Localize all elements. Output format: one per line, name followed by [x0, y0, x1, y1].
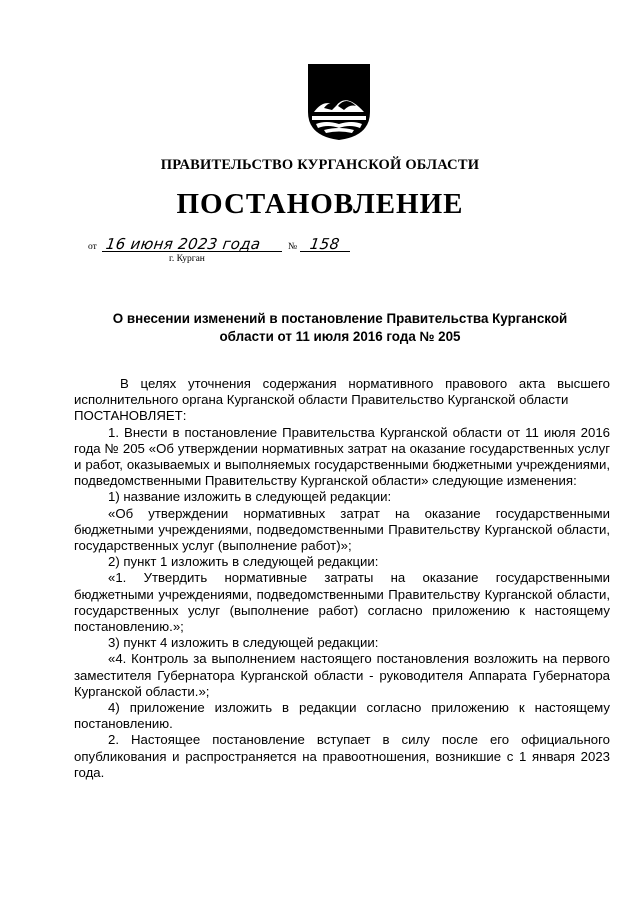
document-body — [74, 376, 610, 781]
resolves-line: ПОСТАНОВЛЯЕТ: — [74, 408, 187, 424]
handwritten-number: 158 — [308, 235, 341, 253]
body-paragraph: «4. Контроль за выполнением настоящего постановления возложить на первого заместителя Губернатора Курганской области - руководителя Аппарата Губернатора Курганской области.»; — [74, 651, 610, 699]
body-paragraph: 2) пункт 1 изложить в следующей редакции: — [108, 554, 379, 570]
title-line: области от 11 июля 2016 года № 205 — [219, 329, 461, 344]
body-paragraph: «Об утверждении нормативных затрат на оказание государственными бюджетными учреждениями, подведомственными Правительству Курганской области, государственных услуг (выполнение работ)»; — [74, 505, 610, 554]
coat-of-arms-icon — [306, 62, 372, 142]
body-paragraph: 2. Настоящее постановление вступает в силу после его официального опубликования и распространяется на правоотношения, возникшие с 1 января 2023 года. — [74, 732, 610, 780]
date-number-line — [88, 232, 388, 258]
number-label: № — [288, 242, 298, 252]
body-paragraph: 4) приложение изложить в редакции согласно приложению к настоящему постановлению. — [74, 700, 610, 732]
handwritten-date: 16 июня 2023 года — [104, 235, 262, 253]
body-paragraph: 3) пункт 4 изложить в следующей редакции: — [108, 635, 379, 651]
body-paragraph: «1. Утвердить нормативные затраты на оказание государственными бюджетными учреждениями, подведомственными Правительству Курганской области, государственных услуг (выполнение работ) согласно приложению к настоящему постановлению.»; — [74, 570, 610, 635]
body-paragraph: 1) название изложить в следующей редакции: — [108, 489, 392, 505]
place-of-issue: г. Курган — [169, 254, 205, 264]
title-line: О внесении изменений в постановление Правительства Курганской — [112, 311, 568, 326]
intro-paragraph: В целях уточнения содержания нормативного правового акта высшего исполнительного органа Курганской области Правительство Курганской области — [74, 376, 610, 408]
document-title — [90, 310, 590, 346]
document-type: ПОСТАНОВЛЕНИЕ — [176, 188, 464, 220]
body-paragraph: 1. Внести в постановление Правительства Курганской области от 11 июля 2016 года № 205 «Об утверждении нормативных затрат на оказание государственных услуг и работ, оказываемых и выполняемых государственными бюджетными учреждениями, подведомственными Правительству Курганской области» следующие изменения: — [74, 424, 610, 489]
from-label: от — [88, 242, 97, 252]
government-name: ПРАВИТЕЛЬСТВО КУРГАНСКОЙ ОБЛАСТИ — [160, 157, 480, 173]
